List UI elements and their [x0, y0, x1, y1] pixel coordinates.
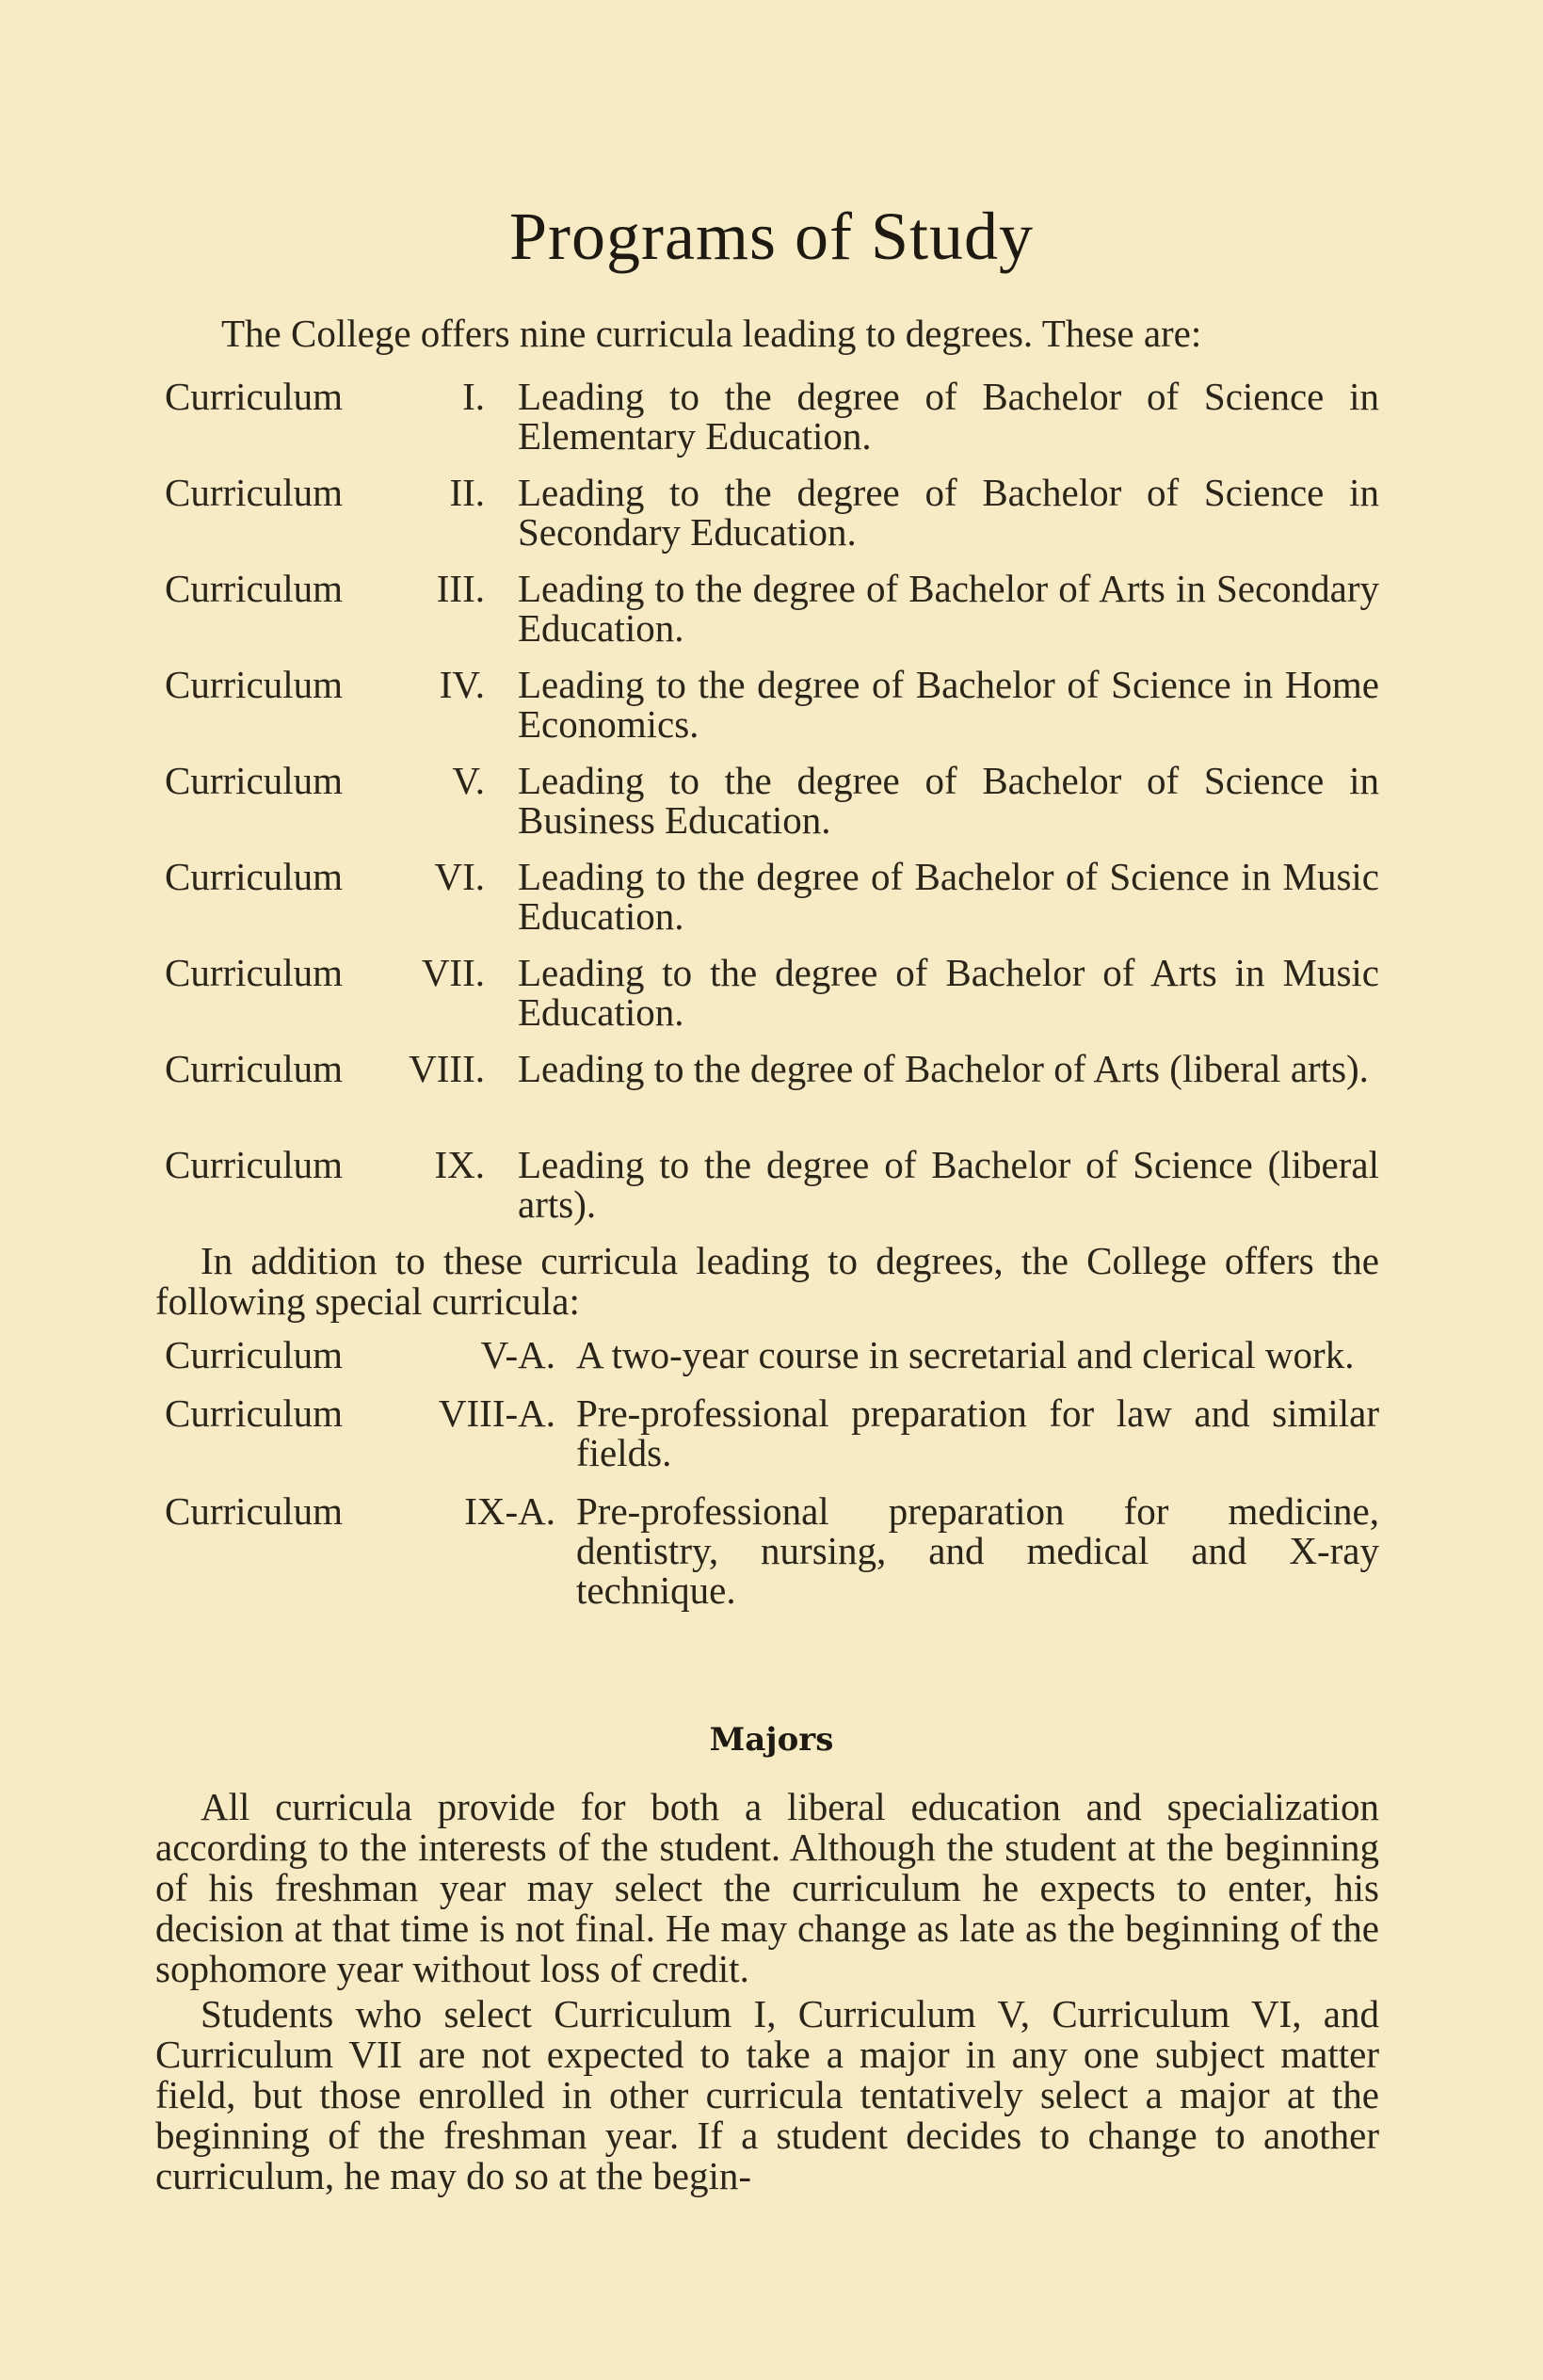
curriculum-description: Leading to the degree of Bachelor of Science in Business Education.: [518, 759, 1379, 842]
curriculum-number: V-A.: [480, 1333, 555, 1376]
curriculum-row: [165, 569, 1379, 665]
curriculum-number: II.: [449, 471, 485, 514]
curriculum-row: [165, 1145, 1379, 1241]
majors-paragraph-1: All curricula provide for both a liberal education and specialization according to the interests of the student. Although the student at the beginning of his freshman year may select the curriculum he expects to enter, his decision at that time is not final. He may change as late as the beginning of the sophomore year without loss of credit.: [155, 1785, 1379, 1990]
majors-heading: Majors: [709, 1721, 834, 1759]
curriculum-number: V.: [452, 759, 485, 802]
curriculum-number: IV.: [439, 663, 485, 706]
special-curriculum-row: [165, 1491, 1379, 1610]
curriculum-number: VIII-A.: [438, 1391, 555, 1435]
curriculum-number: VI.: [434, 855, 485, 898]
curriculum-row: [165, 473, 1379, 569]
curriculum-description: Leading to the degree of Bachelor of Science in Music Education.: [518, 855, 1379, 938]
curriculum-number: I.: [462, 375, 485, 418]
curriculum-label: Curriculum: [165, 1143, 344, 1186]
curriculum-row: [165, 377, 1379, 473]
curriculum-description: Pre-professional preparation for law and similar fields.: [576, 1391, 1379, 1474]
curriculum-label: Curriculum: [165, 375, 344, 418]
curriculum-description: Leading to the degree of Bachelor of Arts in Secondary Education.: [518, 567, 1379, 650]
curriculum-label: Curriculum: [165, 759, 344, 802]
curriculum-description: Pre-professional preparation for medicine, dentistry, nursing, and medical and X-ray technique.: [576, 1489, 1379, 1612]
curriculum-row: [165, 857, 1379, 953]
curriculum-label: Curriculum: [165, 663, 344, 706]
curriculum-number: IX-A.: [464, 1489, 555, 1533]
curriculum-number: IX.: [434, 1143, 485, 1186]
curriculum-description: Leading to the degree of Bachelor of Science (liberal arts).: [518, 1143, 1379, 1226]
curriculum-label: Curriculum: [165, 567, 344, 610]
curriculum-number: VIII.: [409, 1047, 485, 1090]
curriculum-label: Curriculum: [165, 1391, 344, 1435]
page-title: Programs of Study: [509, 199, 1034, 274]
curriculum-description: Leading to the degree of Bachelor of Science in Secondary Education.: [518, 471, 1379, 554]
curriculum-number: VII.: [421, 951, 485, 994]
curriculum-row: [165, 953, 1379, 1049]
curriculum-description: A two-year course in secretarial and clerical work.: [576, 1333, 1355, 1376]
curriculum-label: Curriculum: [165, 1047, 344, 1090]
curriculum-label: Curriculum: [165, 855, 344, 898]
special-curricula-list: [165, 1335, 1379, 1629]
special-curriculum-row: [165, 1335, 1379, 1375]
curriculum-row: [165, 761, 1379, 857]
curriculum-description: Leading to the degree of Bachelor of Science in Elementary Education.: [518, 375, 1379, 458]
curriculum-row: [165, 1049, 1379, 1145]
addition-paragraph: In addition to these curricula leading to degrees, the College offers the following special curricula:: [155, 1239, 1379, 1323]
curriculum-label: Curriculum: [165, 1489, 344, 1533]
curricula-list: [165, 377, 1379, 1241]
curriculum-description: Leading to the degree of Bachelor of Arts (liberal arts).: [518, 1047, 1369, 1090]
curriculum-description: Leading to the degree of Bachelor of Science in Home Economics.: [518, 663, 1379, 746]
curriculum-row: [165, 665, 1379, 761]
curriculum-label: Curriculum: [165, 471, 344, 514]
curriculum-description: Leading to the degree of Bachelor of Arts in Music Education.: [518, 951, 1379, 1034]
curriculum-number: III.: [436, 567, 485, 610]
special-curriculum-row: [165, 1393, 1379, 1472]
curriculum-label: Curriculum: [165, 1333, 344, 1376]
curriculum-label: Curriculum: [165, 951, 344, 994]
intro-text: The College offers nine curricula leading to degrees. These are:: [221, 312, 1202, 355]
majors-paragraph-2: Students who select Curriculum I, Curriculum V, Curriculum VI, and Curriculum VII are not expected to take a major in any one subject matter field, but those enrolled in other curricula tentatively select a major at the beginning of the freshman year. If a student decides to change to another curriculum, he may do so at the begin-: [155, 1992, 1379, 2197]
